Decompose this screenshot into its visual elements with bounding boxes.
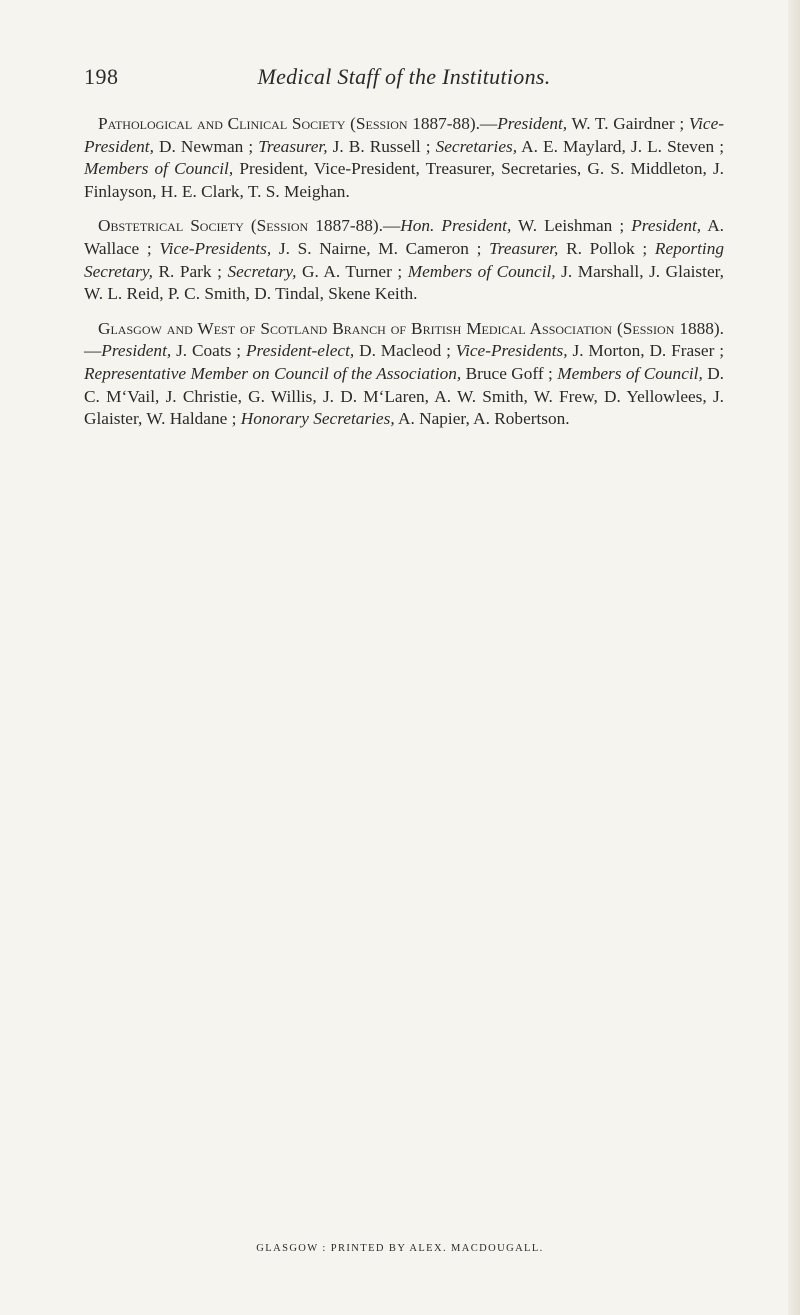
officer-names: W. T. Gairdner ; [567,114,689,133]
officer-names: A. Napier, A. Robertson. [394,409,570,429]
office-title: Vice-Presidents, [159,238,272,258]
officer-names: D. Newman ; [153,136,259,156]
officer-names: D. C. M‘Vail, J. Christie, G. Willis, J. D. M‘Laren, A. W. Smith, W. Frew, D. Yellowlees, J. Glaister, W. Haldane ; [84,363,724,429]
office-title: Secretaries, [435,136,518,156]
office-title: Vice-Presidents, [455,341,568,361]
officer-names: G. A. Turner ; [296,261,408,281]
page-number: 198 [84,64,119,89]
document-body [84,113,724,443]
paragraph-pathological-clinical-society [84,113,724,203]
officer-names: 1888).— [84,318,724,361]
page-edge-shadow [788,0,800,1315]
society-heading: Obstetrical Society (Session [98,216,309,236]
officer-names: D. Macleod ; [354,341,456,361]
paragraph-obstetrical-society [84,215,724,305]
officer-names: A. Wallace ; [84,216,725,258]
office-title: Secretary, [227,261,297,281]
officer-names: R. Park ; [152,261,228,281]
society-heading: Pathological and Clinical Society (Session [98,114,408,133]
officer-names: R. Pollok ; [558,238,655,258]
officer-names: A. E. Maylard, J. L. Steven ; [517,136,724,156]
officer-names: Bruce Goff ; [461,363,558,383]
office-title: Hon. President, [400,216,512,236]
officer-names: 1887-88).— [308,216,401,236]
office-title: Reporting Secretary, [84,238,725,281]
officer-names: J. Coats ; [171,341,246,361]
officer-names: 1887-88).— [407,114,498,133]
office-title: Vice-President, [84,114,724,156]
office-title: President, [631,216,702,236]
office-title: President, [497,114,568,133]
office-title: Treasurer, [489,238,559,258]
society-heading: Glasgow and West of Scotland Branch of British Medical Association (Session [98,318,675,338]
officer-names: President, Vice-President, Treasurer, Secretaries, G. S. Middleton, J. Finlayson, H. E. Clark, T. S. Meighan. [84,159,725,201]
office-title: Treasurer, [258,136,328,156]
office-title: Representative Member on Council of the Association, [84,363,462,383]
page-header [84,64,724,94]
officer-names: J. S. Nairne, M. Cameron ; [271,238,490,258]
officer-names: J. Marshall, J. Glaister, W. L. Reid, P. C. Smith, D. Tindal, Skene Keith. [84,261,724,304]
office-title: President, [101,341,172,361]
office-title: Honorary Secretaries, [240,409,395,429]
office-title: Members of Council, [557,363,703,383]
officer-names: J. B. Russell ; [327,136,436,156]
officer-names: J. Morton, D. Fraser ; [567,341,724,361]
printer-imprint: GLASGOW : PRINTED BY ALEX. MACDOUGALL. [256,1243,544,1254]
paragraph-bma-glasgow-branch [84,318,724,431]
office-title: Members of Council, [84,159,234,179]
running-title: Medical Staff of the Institutions. [257,64,551,89]
officer-names: W. Leishman ; [511,216,632,236]
office-title: Members of Council, [407,261,556,281]
office-title: President-elect, [245,341,355,361]
